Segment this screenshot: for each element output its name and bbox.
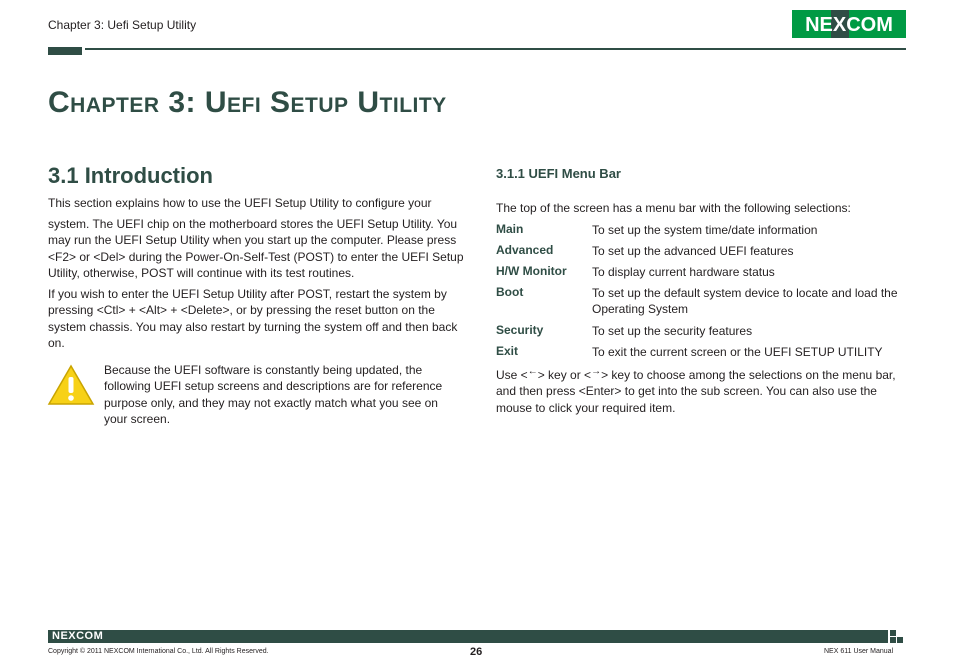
footer-square-icon: [890, 637, 896, 643]
menu-term-main: Main: [496, 222, 524, 236]
note-text: Because the UEFI software is constantly being updated, the following UEFI setup screens and descriptions are for reference purpose only, and they may not exactly match what you see on your screen.: [104, 363, 443, 427]
menu-desc-hw-monitor: To display current hardware status: [592, 265, 775, 279]
footer-logo: NEXCOM: [52, 630, 104, 642]
menu-bar-intro: The top of the screen has a menu bar with the following selections:: [496, 201, 851, 215]
menu-desc-boot: To set up the default system device to locate and load the Operating System: [592, 286, 898, 317]
subsection-heading: 3.1.1 UEFI Menu Bar: [496, 166, 621, 181]
section-heading: 3.1 Introduction: [48, 163, 213, 188]
header-rule: [85, 48, 906, 50]
intro-paragraph-3: If you wish to enter the UEFI Setup Utility after POST, restart the system by pressing <Ctl> + <Alt> + <Delete>, or by pressing the reset button on the system chassis. You may also restart by turning the system off and then back on.: [48, 287, 458, 351]
usage-mid: > key or <: [537, 368, 592, 382]
menu-term-exit: Exit: [496, 344, 519, 358]
logo-text: NEXCOM: [805, 14, 893, 36]
header-section-text: Chapter 3: Uefi Setup Utility: [48, 18, 197, 32]
usage-suffix: > key to choose among the selections on the menu bar, and then press <Enter> to get into the sub screen. You can also use the mouse to click your required item.: [496, 368, 896, 415]
nexcom-logo: [792, 10, 906, 38]
intro-paragraph-2: system. The UEFI chip on the motherboard stores the UEFI Setup Utility. You may run the UEFI Setup Utility when you start up the computer. Please press <F2> or <Del> during the Power-On-Self-Test (POST) to enter the UEFI Setup Utility, otherwise, POST will continue with its test routines.: [48, 217, 464, 281]
usage-paragraph: [496, 364, 908, 416]
menu-term-advanced: Advanced: [496, 243, 554, 257]
menu-desc-advanced: To set up the advanced UEFI features: [592, 244, 794, 258]
manual-name: NEX 611 User Manual: [824, 648, 894, 655]
intro-paragraph-1: This section explains how to use the UEFI Setup Utility to configure your: [48, 196, 432, 210]
footer-square-icon: [897, 637, 903, 643]
right-arrow-icon: →: [591, 366, 602, 377]
footer-bar: [48, 630, 888, 643]
menu-term-security: Security: [496, 323, 544, 337]
copyright-text: Copyright © 2011 NEXCOM International Co., Ltd. All Rights Reserved.: [48, 648, 269, 655]
chapter-title: Chapter 3: Uefi Setup Utility: [48, 86, 447, 119]
footer-square-icon: [890, 630, 896, 636]
menu-term-boot: Boot: [496, 285, 524, 299]
header-rule-accent: [48, 47, 82, 55]
page-number: 26: [470, 646, 483, 658]
menu-term-hw-monitor: H/W Monitor: [496, 264, 567, 278]
menu-desc-security: To set up the security features: [592, 324, 753, 338]
left-arrow-icon: ←: [527, 366, 538, 377]
menu-desc-main: To set up the system time/date information: [592, 223, 818, 237]
warning-triangle-icon: [47, 364, 95, 406]
menu-desc-exit: To exit the current screen or the UEFI SETUP UTILITY: [592, 345, 883, 359]
usage-prefix: Use <: [496, 368, 528, 382]
